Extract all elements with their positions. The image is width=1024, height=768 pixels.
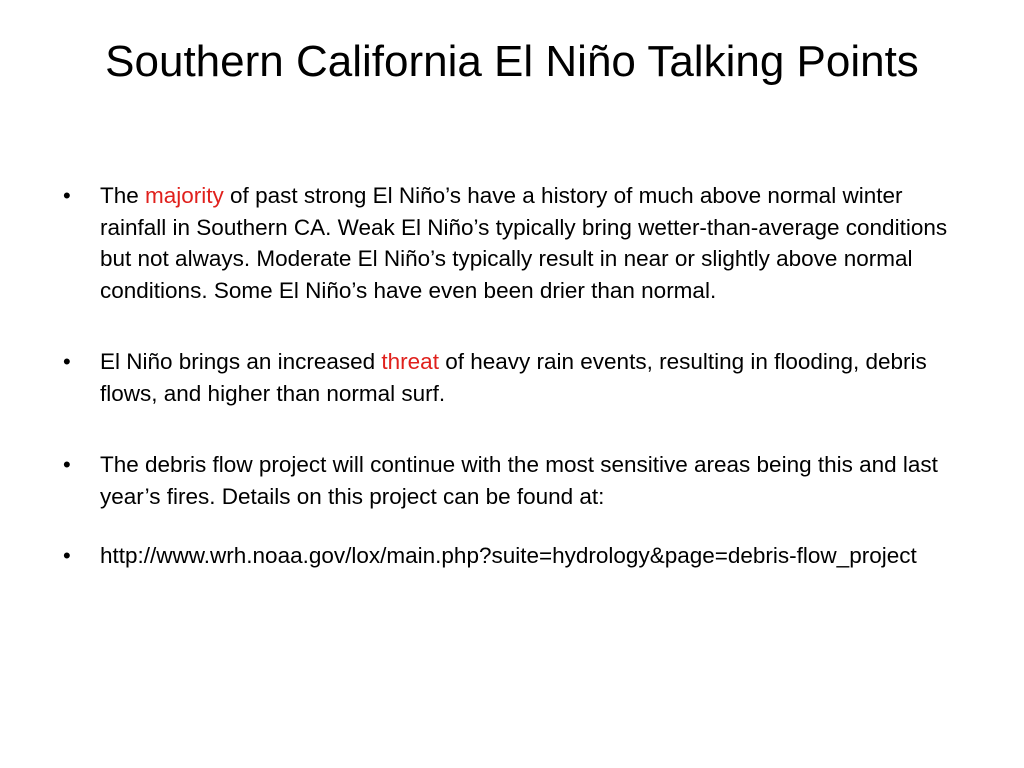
project-url-link[interactable]: http://www.wrh.noaa.gov/lox/main.php?suite=hydrology&page=debris-flow_project (100, 543, 917, 568)
bullet-list (60, 180, 960, 572)
slide-title: Southern California El Niño Talking Points (105, 37, 919, 86)
bullet-dot-icon: • (63, 543, 71, 568)
bullet-dot-icon: • (63, 183, 71, 208)
bullet-text-prefix: The (100, 183, 146, 208)
highlight-threat: threat (381, 349, 439, 374)
bullet-item-url[interactable] (60, 540, 960, 572)
bullet-text: The debris flow project will continue with the most sensitive areas being this and last year’s fires. Details on this project can be found at: (100, 452, 938, 509)
bullet-dot-icon: • (63, 452, 71, 477)
bullet-text-suffix: of past strong El Niño’s have a history of much above normal winter rainfall in Southern CA. Weak El Niño’s typically bring wetter-than-average conditions but not always. Moderate El Niño’s typically result in near or slightly above normal conditions. Some El Niño’s have even been drier than normal. (100, 183, 948, 303)
bullet-text-suffix: of heavy rain events, resulting in flooding, debris flows, and higher than normal surf. (100, 349, 927, 406)
bullet-item-majority (60, 180, 960, 306)
highlight-majority: majority (145, 183, 224, 208)
bullet-item-threat (60, 346, 960, 409)
bullet-dot-icon: • (63, 349, 71, 374)
bullet-text-prefix: El Niño brings an increased (100, 349, 382, 374)
bullet-item-debris-flow-project (60, 449, 960, 512)
